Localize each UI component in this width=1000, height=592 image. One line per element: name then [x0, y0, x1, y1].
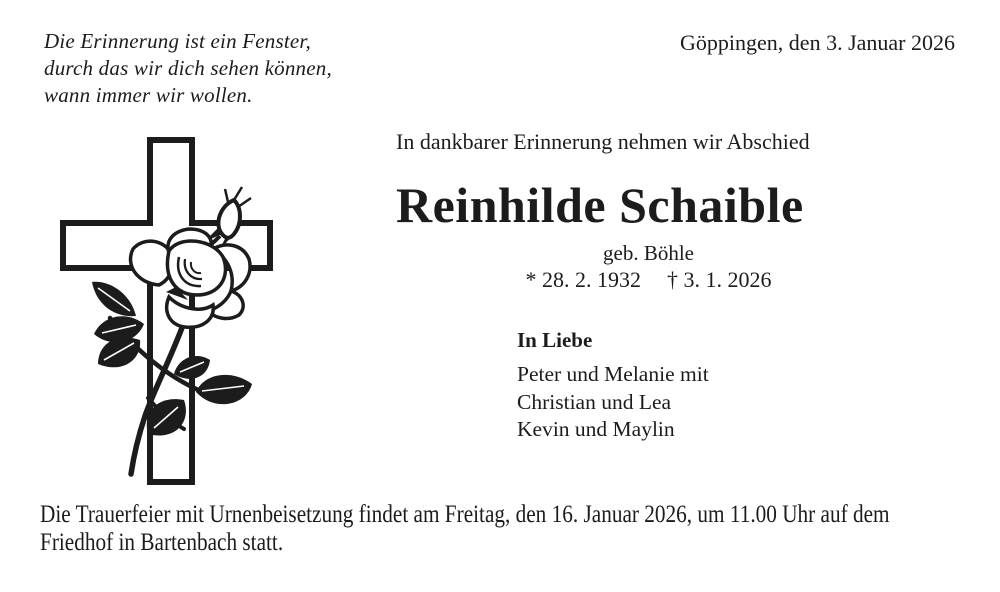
- epigraph-line: durch das wir dich sehen können,: [44, 56, 332, 80]
- epigraph-line: Die Erinnerung ist ein Fenster,: [44, 29, 311, 53]
- announcement: [396, 129, 901, 293]
- announcement-intro: In dankbarer Erinnerung nehmen wir Abschied: [396, 129, 810, 154]
- mourner-line: Kevin und Maylin: [517, 417, 675, 441]
- mourners-block: [517, 328, 709, 444]
- death-date: † 3. 1. 2026: [667, 267, 772, 292]
- dateline: Göppingen, den 3. Januar 2026: [680, 30, 955, 55]
- closing-line: In Liebe: [517, 328, 593, 352]
- funeral-info-line: Die Trauerfeier mit Urnenbeisetzung findet am Freitag, den 16. Januar 2026, um 11.00 Uhr auf dem: [40, 501, 890, 528]
- cross-rose-illustration: [56, 132, 296, 492]
- funeral-info: [40, 501, 980, 557]
- cross-rose-artwork: [56, 132, 296, 492]
- deceased-name: Reinhilde Schaible: [396, 177, 804, 233]
- epigraph: [44, 28, 332, 109]
- mourner-line: Peter und Melanie mit: [517, 362, 709, 386]
- maiden-name: geb. Böhle: [603, 241, 694, 265]
- life-dates: [396, 267, 901, 293]
- birth-date: * 28. 2. 1932: [525, 267, 641, 292]
- mourner-line: Christian und Lea: [517, 389, 672, 414]
- epigraph-line: wann immer wir wollen.: [44, 83, 253, 107]
- funeral-info-line: Friedhof in Bartenbach statt.: [40, 529, 284, 556]
